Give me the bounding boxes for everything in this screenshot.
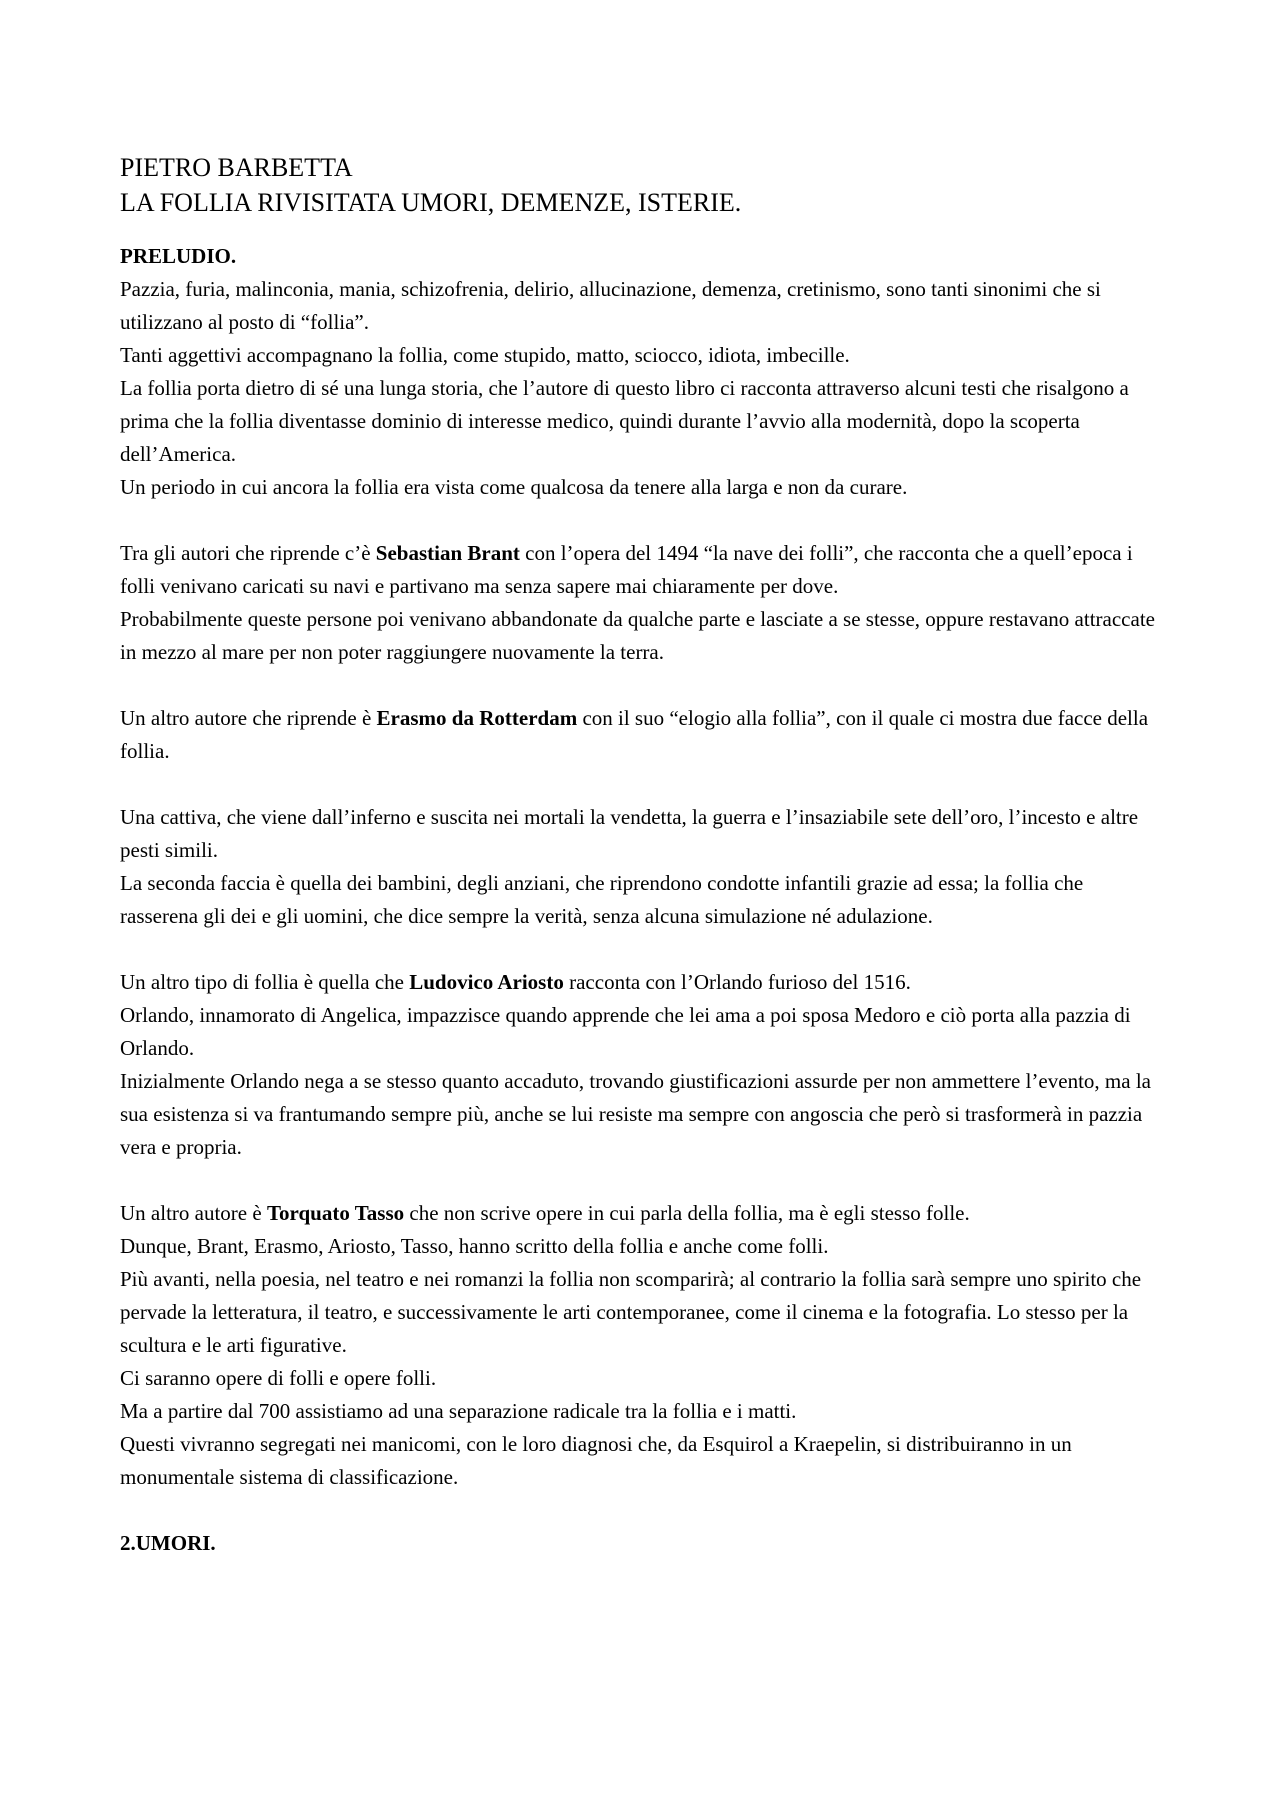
- author-name-ariosto: Ludovico Ariosto: [409, 970, 564, 994]
- document-title: [120, 150, 1160, 220]
- paragraph: Orlando, innamorato di Angelica, impazzisce quando apprende che lei ama a poi sposa Medoro e ciò porta alla pazzia di Orlando.: [120, 1003, 1131, 1060]
- paragraph: Ma a partire dal 700 assistiamo ad una separazione radicale tra la follia e i matti.: [120, 1399, 797, 1423]
- preludio-section: [120, 273, 1160, 1527]
- author-name-tasso: Torquato Tasso: [266, 1201, 405, 1225]
- paragraph-tasso: Un altro autore è Torquato Tasso che non scrive opere in cui parla della follia, ma è egli stesso folle.: [120, 1201, 970, 1225]
- paragraph: La follia porta dietro di sé una lunga storia, che l’autore di questo libro ci racconta attraverso alcuni testi che risalgono a prima che la follia diventasse dominio di interesse medico, quindi durante l’avvio alla modernità, dopo la scoperta dell’America.: [120, 376, 1129, 466]
- paragraph: Più avanti, nella poesia, nel teatro e nei romanzi la follia non scomparirà; al contrario la follia sarà sempre uno spirito che pervade la letteratura, il teatro, e successivamente le arti contemporanee, come il cinema e la fotografia. Lo stesso per la scultura e le arti figurative.: [120, 1267, 1142, 1357]
- document-page: [120, 150, 1160, 1560]
- paragraph: Inizialmente Orlando nega a se stesso quanto accaduto, trovando giustificazioni assurde per non ammettere l’evento, ma la sua esistenza si va frantumando sempre più, anche se lui resiste ma sempre con angoscia che però si trasformerà in pazzia vera e propria.: [120, 1069, 1151, 1159]
- paragraph: Una cattiva, che viene dall’inferno e suscita nei mortali la vendetta, la guerra e l’insaziabile sete dell’oro, l’incesto e altre pesti simili.: [120, 805, 1139, 862]
- paragraph: Tanti aggettivi accompagnano la follia, come stupido, matto, sciocco, idiota, imbecille.: [120, 343, 850, 367]
- author-name: PIETRO BARBETTA: [120, 153, 353, 182]
- paragraph-brant: Tra gli autori che riprende c’è Sebastian Brant con l’opera del 1494 “la nave dei folli”, che racconta che a quell’epoca i folli venivano caricati su navi e partivano ma senza sapere mai chiaramente per dove.: [120, 541, 1133, 598]
- author-name-erasmo: Erasmo da Rotterdam: [376, 706, 578, 730]
- section-heading-preludio: PRELUDIO.: [120, 244, 237, 268]
- paragraph: Probabilmente queste persone poi venivano abbandonate da qualche parte e lasciate a se stesse, oppure restavano attraccate in mezzo al mare per non poter raggiungere nuovamente la terra.: [120, 607, 1155, 664]
- paragraph: Pazzia, furia, malinconia, mania, schizofrenia, delirio, allucinazione, demenza, cretinismo, sono tanti sinonimi che si utilizzano al posto di “follia”.: [120, 277, 1101, 334]
- paragraph: Dunque, Brant, Erasmo, Ariosto, Tasso, hanno scritto della follia e anche come folli.: [120, 1234, 829, 1258]
- book-title: LA FOLLIA RIVISITATA UMORI, DEMENZE, ISTERIE.: [120, 188, 742, 217]
- paragraph: Questi vivranno segregati nei manicomi, con le loro diagnosi che, da Esquirol a Kraepelin, si distribuiranno in un monumentale sistema di classificazione.: [120, 1432, 1072, 1489]
- paragraph-erasmo: Un altro autore che riprende è Erasmo da Rotterdam con il suo “elogio alla follia”, con il quale ci mostra due facce della follia.: [120, 706, 1149, 763]
- section-heading-umori: 2.UMORI.: [120, 1531, 216, 1555]
- paragraph: Un periodo in cui ancora la follia era vista come qualcosa da tenere alla larga e non da curare.: [120, 475, 908, 499]
- paragraph-ariosto: Un altro tipo di follia è quella che Ludovico Ariosto racconta con l’Orlando furioso del 1516.: [120, 970, 911, 994]
- paragraph: La seconda faccia è quella dei bambini, degli anziani, che riprendono condotte infantili grazie ad essa; la follia che rasserena gli dei e gli uomini, che dice sempre la verità, senza alcuna simulazione né adulazione.: [120, 871, 1084, 928]
- author-name-brant: Sebastian Brant: [375, 541, 520, 565]
- paragraph: Ci saranno opere di folli e opere folli.: [120, 1366, 437, 1390]
